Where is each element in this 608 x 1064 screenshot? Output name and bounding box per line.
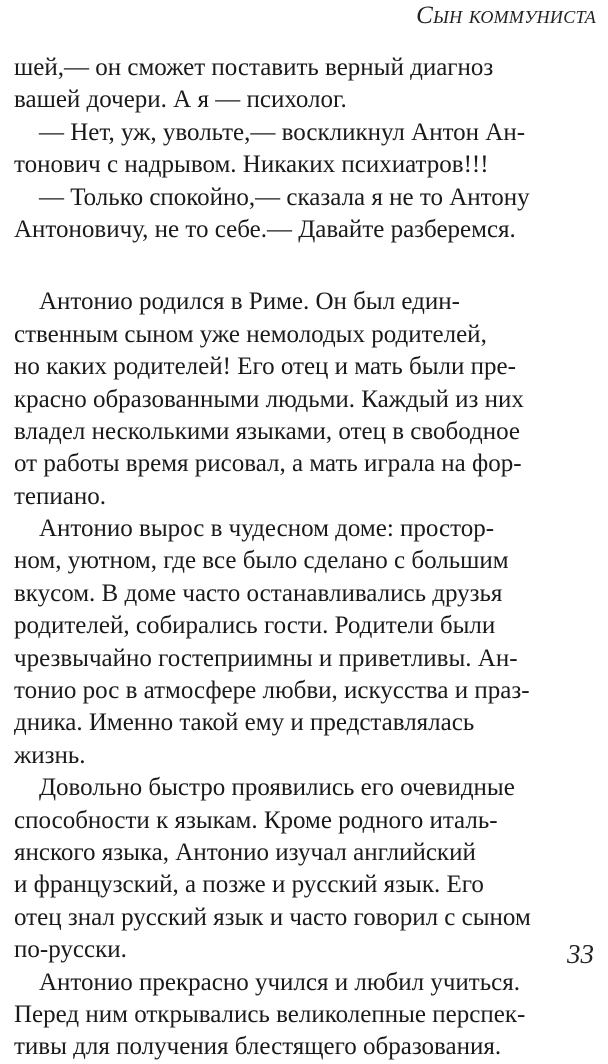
text-line: — Нет, уж, увольте,— воскликнул Антон Ан-: [14, 118, 526, 146]
text-line: но каких родителей! Его отец и мать были пре-: [14, 353, 516, 381]
text-line: Антонио вырос в чудесном доме: простор-: [14, 515, 495, 543]
text-line: отец знал русский язык и часто говорил с сыном: [14, 903, 531, 931]
text-line: тепиано.: [14, 482, 107, 510]
text-line: тонович с надрывом. Никаких психиатров!!!: [14, 151, 489, 179]
text-line: ном, уютном, где все было сделано с большим: [14, 547, 509, 575]
text-line: вашей дочери. А я — психолог.: [14, 86, 347, 114]
section-break: [14, 246, 534, 286]
text-line: Антонио родился в Риме. Он был един-: [14, 288, 460, 316]
text-line: красно образованными людьми. Каждый из них: [14, 385, 524, 413]
text-line: способности к языкам. Кроме родного италь-: [14, 806, 498, 834]
text-line: тивы для получения блестящего образования.: [14, 1033, 502, 1061]
text-line: от работы время рисовал, а мать играла на фор-: [14, 450, 522, 478]
page-body-text: [14, 52, 534, 1064]
text-line: и французский, а позже и русский язык. Его: [14, 871, 484, 899]
text-line: жизнь.: [14, 741, 86, 769]
text-line: Перед ним открывались великолепные перспек-: [14, 1000, 526, 1028]
text-line: ственным сыном уже немолодых родителей,: [14, 320, 487, 348]
text-line: по-русски.: [14, 936, 127, 964]
text-line: шей,— он сможет поставить верный диагноз: [14, 54, 494, 81]
text-line: — Только спокойно,— сказала я не то Антону: [14, 183, 530, 211]
running-header-title: Сын коммуниста: [416, 2, 596, 29]
text-line: тонио рос в атмосфере любви, искусства и праз-: [14, 677, 530, 705]
text-line: владел несколькими языками, отец в свободное: [14, 417, 521, 445]
text-line: вкусом. В доме часто останавливались друзья: [14, 579, 503, 607]
text-line: Довольно быстро проявились его очевидные: [14, 774, 515, 802]
text-line: родителей, собирались гости. Родители были: [14, 612, 496, 640]
text-line: чрезвычайно гостеприимны и приветливы. Ан-: [14, 644, 518, 672]
text-line: Антоновичу, не то себе.— Давайте разберемся.: [14, 215, 516, 243]
page-number: 33: [567, 939, 594, 969]
text-line: дника. Именно такой ему и представлялась: [14, 709, 475, 737]
text-line: янского языка, Антонио изучал английский: [14, 838, 476, 866]
text-line: Антонио прекрасно учился и любил учиться.: [14, 968, 520, 996]
running-header: [416, 2, 596, 30]
